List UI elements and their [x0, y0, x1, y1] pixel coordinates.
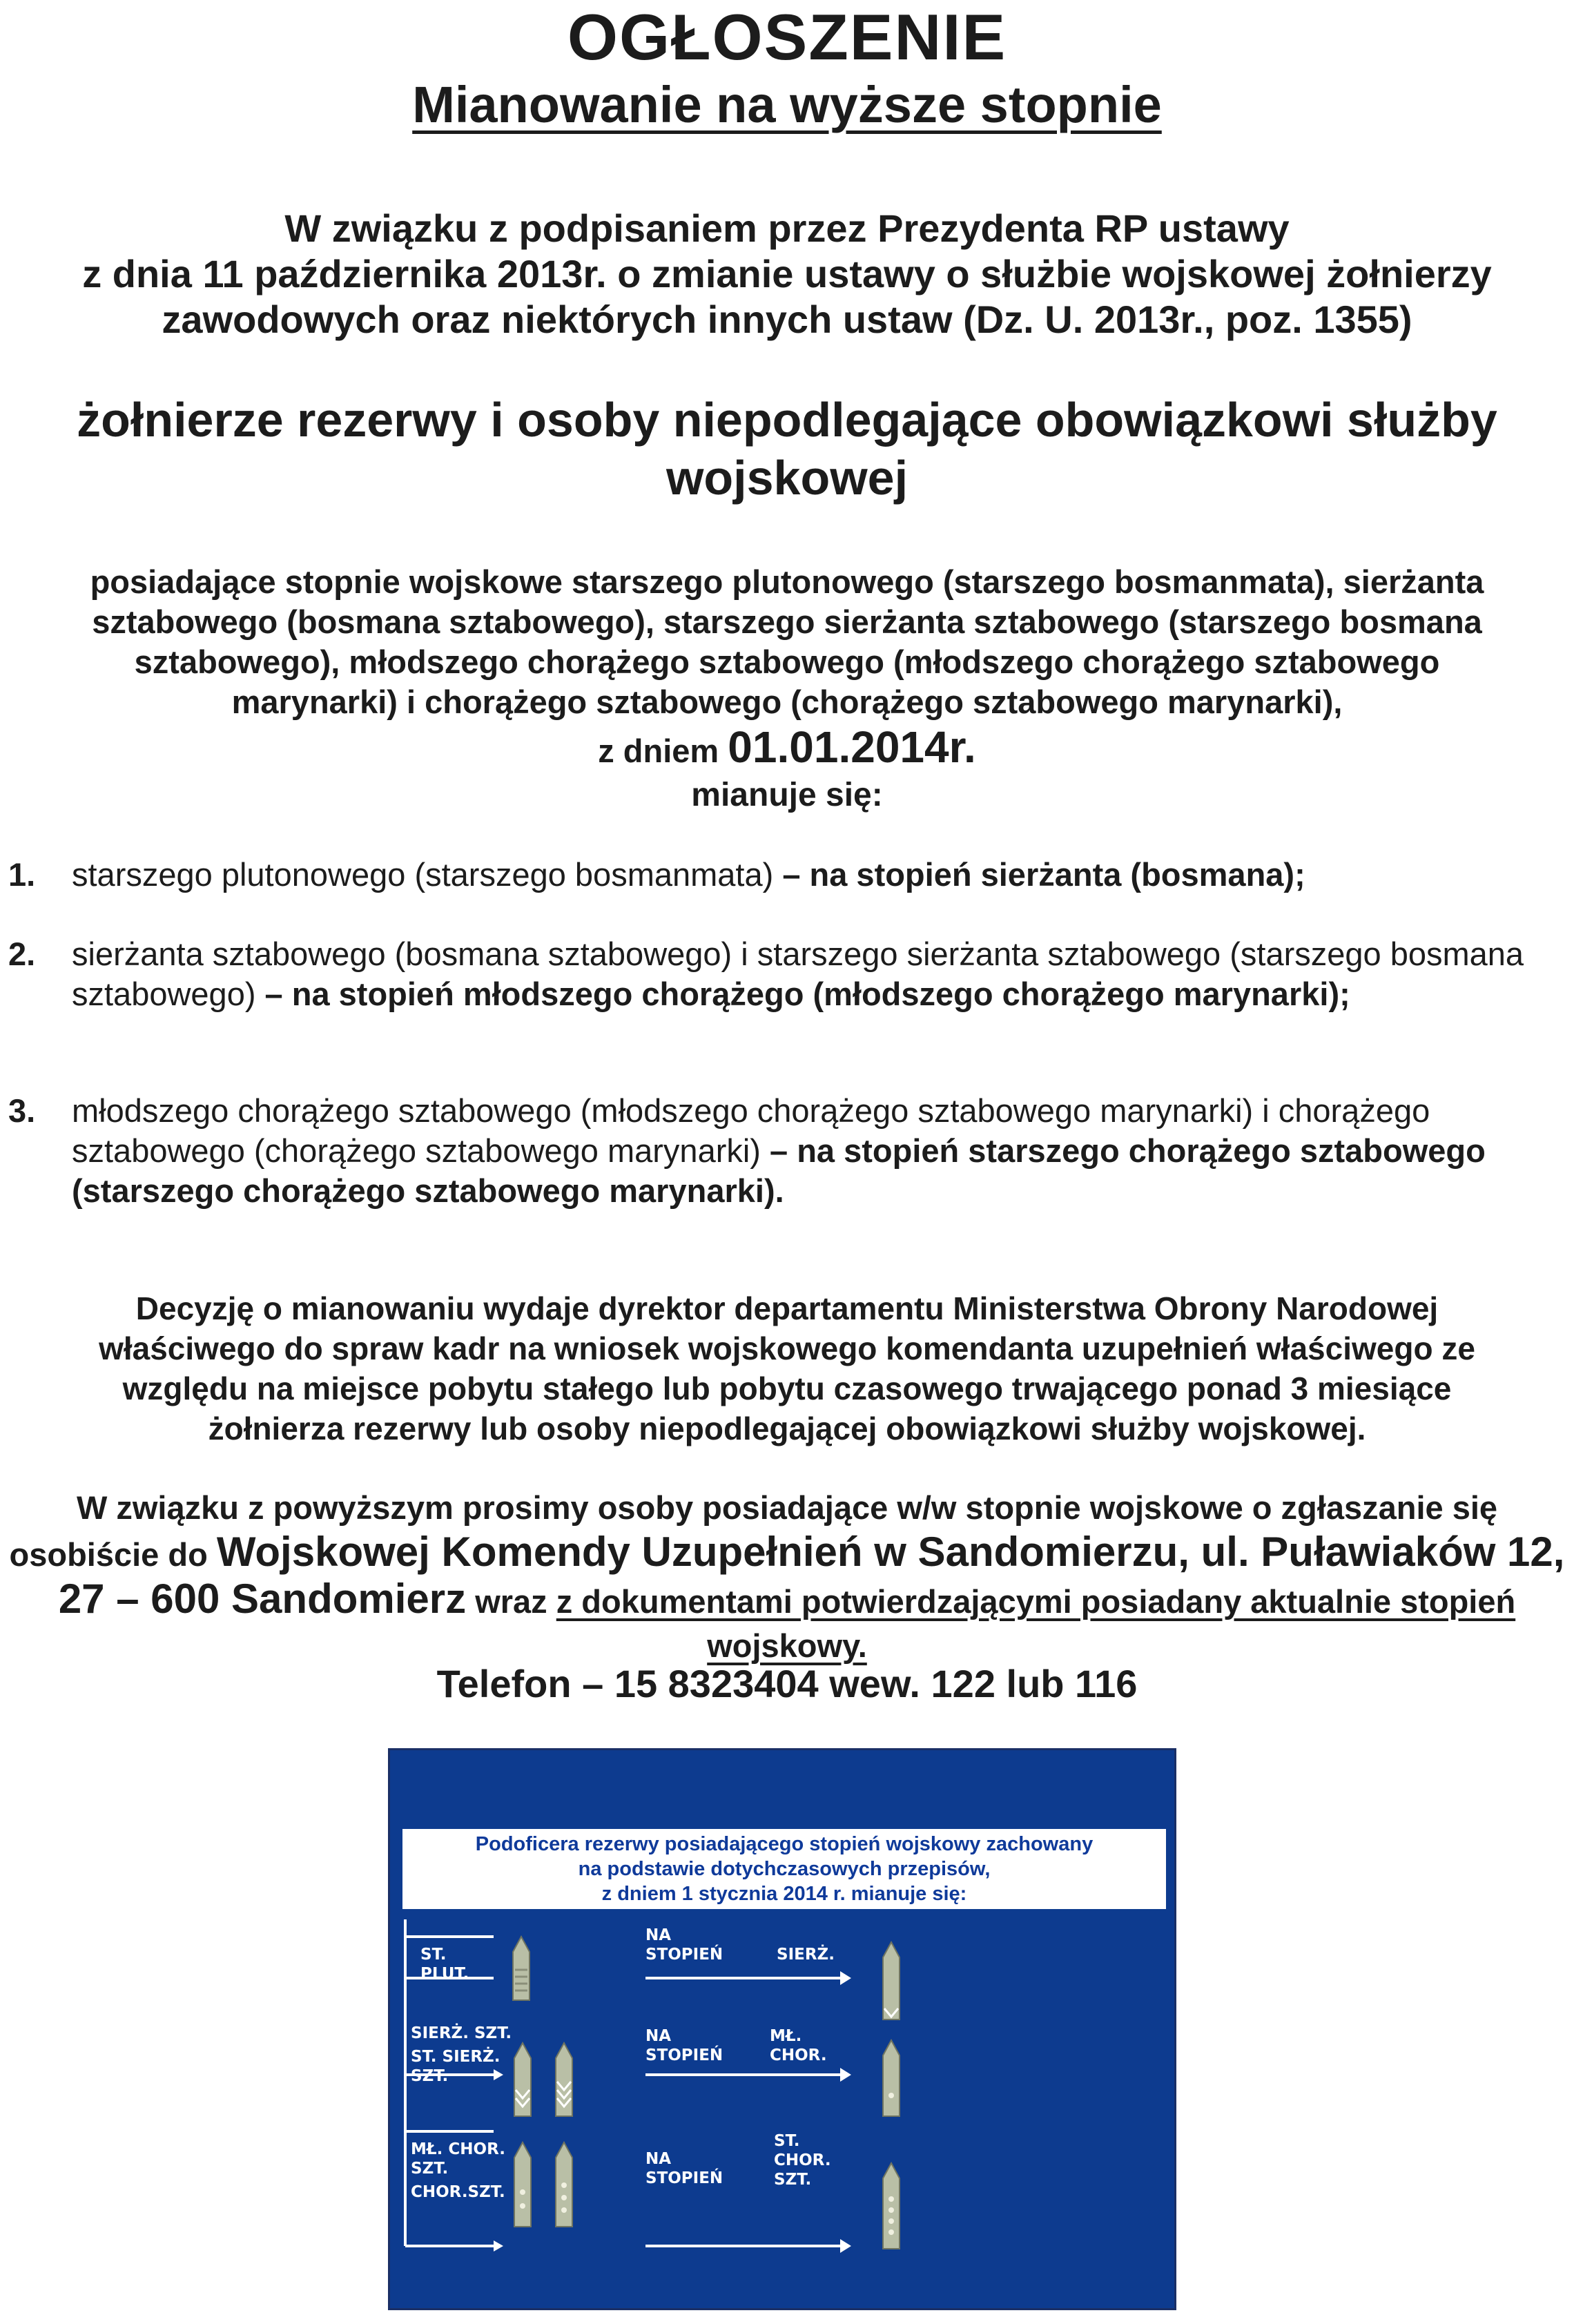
required-documents: z dokumentami potwierdzającymi posiadany aktualnie stopień wojskowy.	[556, 1583, 1516, 1664]
list-item	[8, 1091, 1555, 1211]
contact-line	[7, 1577, 1567, 1668]
epaulette-icon	[514, 2043, 531, 2116]
ranks-line: marynarki) i chorążego sztabowego (chorążego sztabowego marynarki),	[231, 684, 1343, 720]
item-text-normal: młodszego chorążego sztabowego (młodszego chorążego sztabowego marynarki) i chorążego sztabowego (chorążego sztabowego marynarki)	[72, 1092, 1430, 1169]
list-item	[8, 934, 1555, 1014]
epaulette-icon	[883, 2040, 900, 2116]
item-text-bold: – na stopień starszego chorążego sztabowego (starszego chorążego sztabowego marynarki).	[72, 1132, 1486, 1209]
item-text	[72, 1091, 1555, 1211]
item-text	[72, 934, 1555, 1014]
ranks-line: sztabowego (bosmana sztabowego), starszego sierżanta sztabowego (starszego bosmana	[92, 603, 1482, 640]
epaulette-icon	[513, 1937, 529, 2000]
decision-paragraph	[21, 1288, 1553, 1449]
decision-line: żołnierza rezerwy lub osoby niepodlegającej obowiązkowi służby wojskowej.	[208, 1411, 1366, 1446]
date-prefix: z dniem	[598, 733, 719, 769]
epaulette-icon	[514, 2142, 531, 2227]
effective-date	[0, 724, 1574, 775]
infographic-header-line: z dniem 1 stycznia 2014 r. mianuje się:	[601, 1883, 967, 1905]
contact-text: osobiście do	[9, 1536, 208, 1573]
item-text-bold: – na stopień młodszego chorążego (młodszego chorążego marynarki);	[255, 976, 1350, 1012]
decision-line: względu na miejsce pobytu stałego lub pobytu czasowego trwającego ponad 3 miesiące	[122, 1371, 1452, 1406]
decision-line: właściwego do spraw kadr na wniosek wojskowego komendanta uzupełnień właściwego ze	[99, 1330, 1475, 1366]
item-number: 2.	[8, 936, 36, 972]
item-text	[72, 855, 1555, 895]
ranks-line: sztabowego), młodszego chorążego sztabowego (młodszego chorążego sztabowego	[134, 643, 1440, 680]
ranks-line: posiadające stopnie wojskowe starszego plutonowego (starszego bosmanmata), sierżanta	[90, 563, 1484, 600]
heading-line: wojskowej	[665, 451, 909, 505]
contact-line: W związku z powyższym prosimy osoby posiadające w/w stopnie wojskowe o zgłaszanie się	[76, 1489, 1498, 1526]
rank-to-label: SIERŻ.	[777, 1946, 835, 1964]
rank-from-label: ST. PLUT.	[420, 1946, 469, 1983]
rank-from-label: SIERŻ. SZT. ST. SIERŻ. SZT.	[411, 2024, 512, 2085]
postal-code-city: 27 – 600 Sandomierz	[58, 1576, 467, 1622]
rank-to-label: ST. CHOR. SZT.	[774, 2132, 831, 2189]
item-number: 3.	[8, 1092, 36, 1129]
infographic-header-line: Podoficera rezerwy posiadającego stopień wojskowy zachowany	[475, 1833, 1094, 1855]
list-item	[8, 855, 1555, 895]
page-title: OGŁOSZENIE	[567, 1, 1007, 73]
epaulette-icon	[556, 2142, 572, 2227]
promotion-label: NA STOPIEŃ	[645, 1926, 723, 1964]
appoints-label: mianuje się:	[691, 777, 883, 813]
intro-line: zawodowych oraz niektórych innych ustaw (Dz. U. 2013r., poz. 1355)	[162, 298, 1412, 341]
phone-number: Telefon – 15 8323404 wew. 122 lub 116	[436, 1662, 1138, 1705]
item-text-normal: starszego plutonowego (starszego bosmanmata)	[72, 856, 774, 893]
item-number: 1.	[8, 856, 36, 893]
rank-to-label: MŁ. CHOR.	[770, 2027, 827, 2064]
heading	[7, 391, 1567, 507]
contact-paragraph	[7, 1486, 1567, 1668]
office-address: Wojskowej Komendy Uzupełnień w Sandomierzu, ul. Puławiaków 12,	[216, 1529, 1565, 1575]
ranks-paragraph	[28, 562, 1546, 722]
intro-line: z dnia 11 października 2013r. o zmianie ustawy o służbie wojskowej żołnierzy	[82, 252, 1492, 296]
promotion-label: NA STOPIEŃ	[645, 2027, 723, 2064]
date-value: 01.01.2014r.	[728, 722, 976, 772]
heading-line: żołnierze rezerwy i osoby niepodlegające obowiązkowi służby	[77, 393, 1497, 447]
decision-line: Decyzję o mianowaniu wydaje dyrektor departamentu Ministerstwa Obrony Narodowej	[135, 1290, 1439, 1326]
infographic-header-line: na podstawie dotychczasowych przepisów,	[578, 1858, 991, 1880]
rank-promotion-infographic	[388, 1748, 1176, 2310]
epaulette-icon	[883, 1942, 900, 2020]
intro-paragraph	[28, 206, 1546, 342]
contact-line	[7, 1530, 1567, 1577]
promotion-label: NA STOPIEŃ	[645, 2150, 723, 2187]
page-subtitle: Mianowanie na wyższe stopnie	[412, 76, 1162, 133]
intro-line: W związku z podpisaniem przez Prezydenta RP ustawy	[284, 206, 1290, 250]
epaulette-icon	[883, 2163, 900, 2249]
rank-from-label: MŁ. CHOR. SZT. CHOR.SZT.	[411, 2140, 505, 2201]
epaulette-icon	[556, 2043, 572, 2116]
contact-text: wraz	[475, 1583, 547, 1620]
item-text-normal: sierżanta sztabowego (bosmana sztabowego) i starszego sierżanta sztabowego (starszego bosmana sztabowego)	[72, 936, 1524, 1012]
item-text-bold: – na stopień sierżanta (bosmana);	[773, 856, 1305, 893]
